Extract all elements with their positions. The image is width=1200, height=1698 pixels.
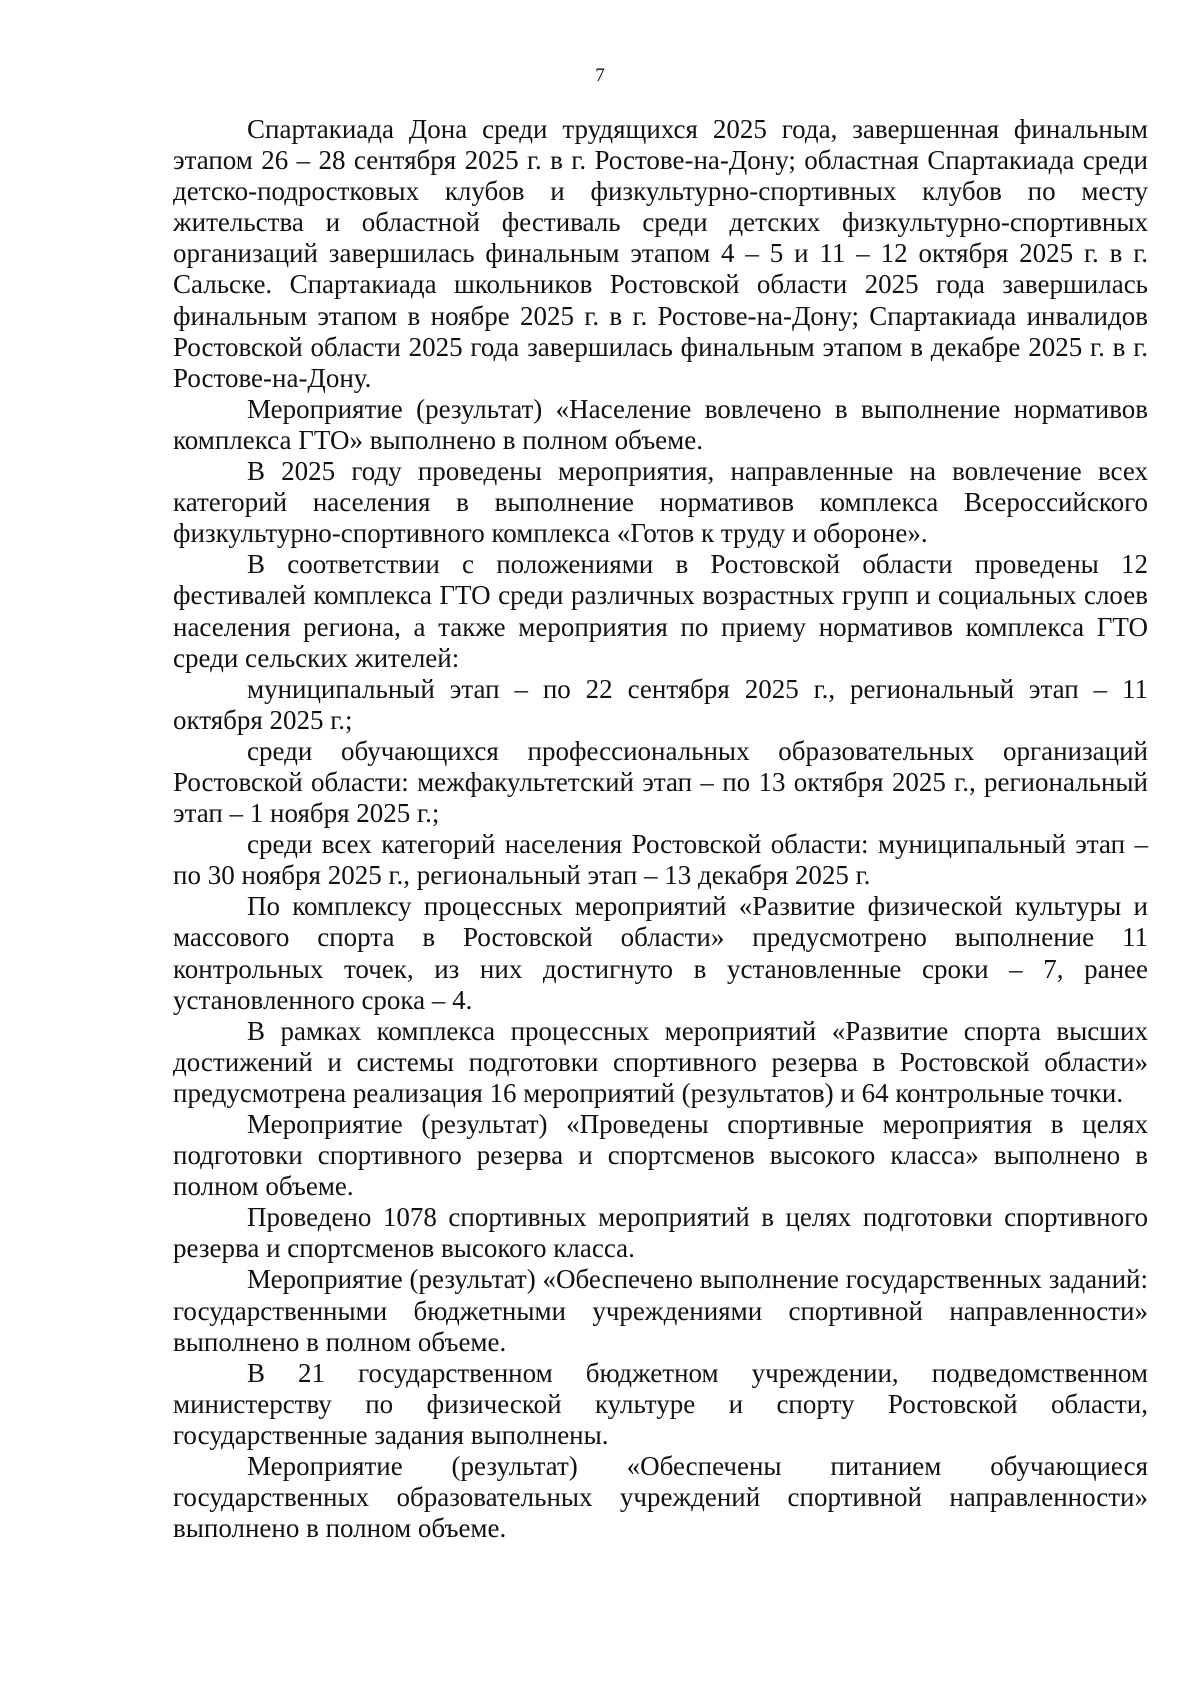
paragraph-gto-events: В 2025 году проведены мероприятия, направленные на вовлечение всех категорий населения в выполнение нормативов комплекса Всероссийского физкультурно-спортивного комплекса «Готов к труду и обороне». bbox=[173, 456, 1148, 549]
paragraph-state-tasks-institutions: В 21 государственном бюджетном учреждении, подведомственном министерству по физической культуре и спорту Ростовской области, государственные задания выполнены. bbox=[173, 1357, 1148, 1450]
paragraph-reserve-events-count: Проведено 1078 спортивных мероприятий в целях подготовки спортивного резерва и спортсменов высокого класса. bbox=[173, 1202, 1148, 1264]
paragraph-students-stage: среди обучающихся профессиональных образовательных организаций Ростовской области: межфакультетский этап – по 13 октября 2025 г., региональный этап – 1 ноября 2025 г.; bbox=[173, 735, 1148, 829]
paragraph-spartakiad-results: Спартакиада Дона среди трудящихся 2025 года, завершенная финальным этапом 26 – 28 сентября 2025 г. в г. Ростове-на-Дону; областная Спартакиада среди детско-подростковых клубов и физкультурно-спортивных клубов по месту жительства и областной фестиваль среди детских физкультурно-спортивных организаций завершилась финальным этапом 4 – 5 и 11 – 12 октября 2025 г. в г. Сальске. Спартакиада школьников Ростовской области 2025 года завершилась финальным этапом в ноябре 2025 г. в г. Ростове-на-Дону; Спартакиада инвалидов Ростовской области 2025 года завершилась финальным этапом в декабре 2025 г. в г. Ростове-на-Дону. bbox=[173, 114, 1148, 393]
page-number: 7 bbox=[595, 65, 605, 86]
paragraph-all-categories-stage: среди всех категорий населения Ростовской области: муниципальный этап – по 30 ноября 2025 г., региональный этап – 13 декабря 2025 г. bbox=[173, 829, 1148, 891]
paragraph-state-tasks-result: Мероприятие (результат) «Обеспечено выполнение государственных заданий: государственными бюджетными учреждениями спортивной направленности» выполнено в полном объеме. bbox=[173, 1264, 1148, 1357]
document-body bbox=[173, 114, 1148, 1544]
paragraph-reserve-events-result: Мероприятие (результат) «Проведены спортивные мероприятия в целях подготовки спортивного резерва и спортсменов высокого класса» выполнено в полном объеме. bbox=[173, 1109, 1148, 1202]
paragraph-municipal-stage: муниципальный этап – по 22 сентября 2025 г., региональный этап – 11 октября 2025 г.; bbox=[173, 673, 1148, 735]
paragraph-high-performance-sport: В рамках комплекса процессных мероприятий «Развитие спорта высших достижений и системы подготовки спортивного резерва в Ростовской области» предусмотрена реализация 16 мероприятий (результатов) и 64 контрольные точки. bbox=[173, 1015, 1148, 1108]
paragraph-gto-festivals: В соответствии с положениями в Ростовской области проведены 12 фестивалей комплекса ГТО среди различных возрастных групп и социальных слоев населения региона, а также мероприятия по приему нормативов комплекса ГТО среди сельских жителей: bbox=[173, 549, 1148, 673]
paragraph-gto-result: Мероприятие (результат) «Население вовлечено в выполнение нормативов комплекса ГТО» выполнено в полном объеме. bbox=[173, 393, 1148, 455]
paragraph-nutrition-result: Мероприятие (результат) «Обеспечены питанием обучающиеся государственных образовательных учреждений спортивной направленности» выполнено в полном объеме. bbox=[173, 1451, 1148, 1544]
paragraph-mass-sport-checkpoints: По комплексу процессных мероприятий «Развитие физической культуры и массового спорта в Ростовской области» предусмотрено выполнение 11 контрольных точек, из них достигнуто в установленные сроки – 7, ранее установленного срока – 4. bbox=[173, 891, 1148, 1015]
